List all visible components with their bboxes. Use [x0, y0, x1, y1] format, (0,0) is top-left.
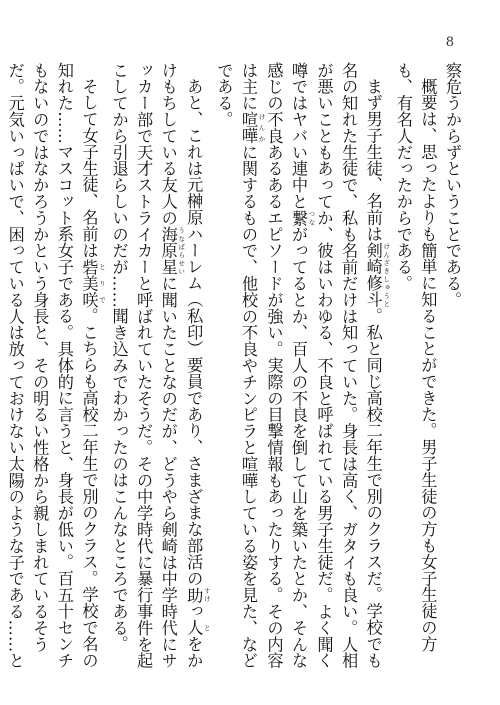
text-run: あと、これは元榊原ハーレム（私印）要員であり、さまざまな部活の: [184, 78, 204, 587]
ruby-reading: とりで: [97, 258, 106, 308]
text-run: をかけもちしている友人の: [158, 62, 204, 669]
text-run: そして女子生徒、名前は: [79, 78, 99, 259]
text-run: に聞いたことなのだが、どうやら剣崎は中学時代にサッカー部で天才ストライカーと呼ばれていたそうだ。その中学時代に暴行事件を起こしてから引退らしいのだが……聞き込みでわかったのはこんなところである。: [109, 62, 178, 669]
page-number: 8: [445, 35, 454, 50]
text-run: 概要は、思ったよりも簡単に知ることができた。男子生徒の方も女子生徒の方も、有名人だったからである。: [393, 62, 438, 653]
ruby-base: 砦美咲: [79, 258, 99, 308]
text-run: に関するもので、他校の不良やチンピラと喧嘩している姿を見た、などである。: [214, 62, 258, 669]
paragraph: [211, 62, 390, 674]
ruby-reading: つな: [307, 209, 316, 226]
vertical-text-block: [5, 62, 464, 674]
text-run: がってるとか、百人の不良を倒して山を築いたとか、そんな感じの不良あるあるエピソードが強い。実際の目撃情報もあったりする。その内容は主に: [238, 62, 309, 669]
ruby-reading: けんざきしゅうと: [382, 242, 391, 308]
ruby-reading: すけ: [202, 586, 211, 603]
ruby-reading: うなばらせい: [177, 226, 186, 276]
text-run: 。こちらも高校二年生で別のクラス。学校で名の知れた……マスコット系女子である。具体的に言うと、身長が低い。百五十センチもないのではなかろうかという身長と、その明るい性格から親しまれているそうだ。元気いっぱいで、困っている人は放っておけない太陽のような子である……と: [5, 62, 99, 669]
text-run: 察危うからずということである。: [443, 62, 462, 308]
ruby-base: 喧嘩: [238, 111, 258, 145]
ruby-word: [158, 226, 186, 276]
paragraph: [0, 62, 106, 674]
paragraph: [390, 62, 439, 674]
ruby-base: 人: [184, 619, 204, 636]
ruby-base: 剣崎修斗: [363, 242, 383, 308]
ruby-word: [184, 619, 211, 636]
ruby-base: 海原星: [158, 226, 178, 276]
text-run: っ: [184, 603, 204, 620]
ruby-word: [289, 209, 316, 227]
ruby-base: 助: [184, 586, 204, 603]
ruby-word: [363, 242, 391, 308]
ruby-base: 繋: [289, 209, 309, 227]
paragraph: [439, 62, 464, 674]
ruby-word: [184, 586, 211, 603]
ruby-reading: と: [202, 619, 211, 636]
ruby-reading: けんか: [257, 111, 266, 145]
ruby-word: [238, 111, 266, 145]
ruby-word: [79, 258, 106, 308]
text-run: まず男子生徒、名前は: [363, 78, 383, 243]
paragraph: [106, 62, 211, 674]
text-run: 。私と同じ高校二年生で別のクラスだ。学校でも名の知れた生徒で、私も名前だけは知っていた。身長は高く、ガタイも良い。人相が悪いこともあってか、彼はいわゆる、不良と呼ばれている男子生徒だ。よく聞く噂ではヤバい連中と: [289, 62, 383, 669]
